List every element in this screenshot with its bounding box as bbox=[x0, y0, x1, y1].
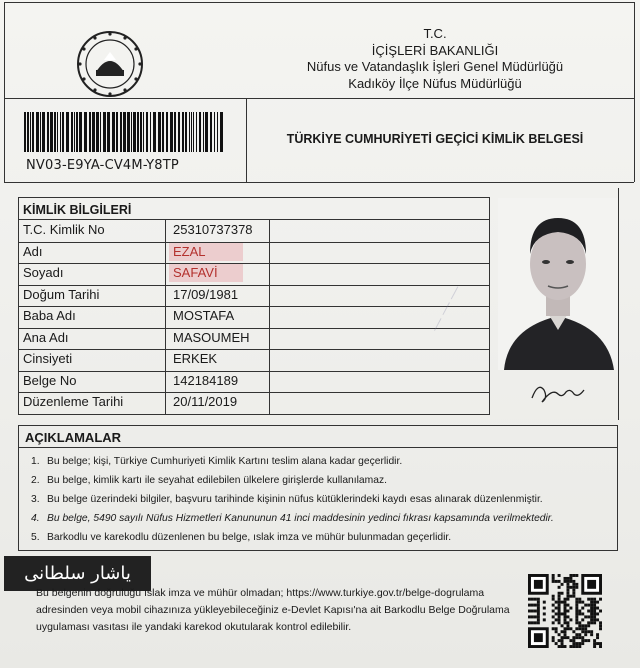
identity-label: Ana Adı bbox=[23, 329, 69, 345]
explanations-box bbox=[18, 425, 618, 551]
identity-value: SAFAVİ bbox=[173, 265, 218, 280]
row-divider bbox=[19, 328, 489, 329]
identity-row bbox=[19, 392, 491, 412]
ministry-seal-icon bbox=[76, 30, 144, 98]
photo-frame-right bbox=[618, 188, 619, 420]
identity-row bbox=[19, 371, 491, 391]
barcode bbox=[24, 112, 224, 152]
identity-value: 25310737378 bbox=[173, 222, 253, 237]
explanation-number: 4. bbox=[31, 513, 40, 524]
signature-icon bbox=[528, 376, 588, 406]
identity-row bbox=[19, 285, 491, 305]
identity-value: MASOUMEH bbox=[173, 329, 250, 345]
header-line-1: T.C. bbox=[423, 26, 447, 41]
explanation-number: 2. bbox=[31, 475, 40, 486]
identity-value: ERKEK bbox=[173, 351, 218, 366]
identity-label: Adı bbox=[23, 243, 43, 259]
overlay-caption: یاشار سلطانی bbox=[24, 563, 131, 584]
identity-row bbox=[19, 263, 491, 283]
verification-note bbox=[36, 585, 510, 636]
explanation-text: Bu belge; kişi, Türkiye Cumhuriyeti Kimlik Kartını teslim alana kadar geçerlidir. bbox=[47, 456, 403, 467]
verification-line-2: adresinden veya mobil cihazınıza yükleyebileceğiniz e-Devlet Kapısı'na ait Barkodlu Belge Doğrulama bbox=[36, 604, 510, 616]
explanation-text: Barkodlu ve karekodlu düzenlenen bu belge, ıslak imza ve mühür bulunmadan geçerlidir. bbox=[47, 532, 452, 543]
identity-value: 142184189 bbox=[173, 372, 239, 388]
portrait-photo bbox=[498, 198, 618, 370]
watermark: — — — bbox=[426, 282, 464, 334]
explanation-item bbox=[31, 494, 543, 505]
identity-value: 17/09/1981 bbox=[173, 286, 239, 302]
header-line-4: Kadıköy İlçe Nüfus Müdürlüğü bbox=[348, 75, 522, 91]
explanations-title: AÇIKLAMALAR bbox=[25, 430, 122, 445]
explanation-text: Bu belge, 5490 sayılı Nüfus Hizmetleri Kanununun 41 inci maddesinin yedinci fıkrası kapsamında verilmektedir. bbox=[47, 513, 554, 524]
left-border bbox=[4, 2, 5, 182]
explanation-number: 1. bbox=[31, 456, 40, 467]
document-title: TÜRKİYE CUMHURİYETİ GEÇİCİ KİMLİK BELGESİ bbox=[286, 132, 584, 146]
barcode-code: NV03-E9YA-CV4M-Y8TP bbox=[26, 158, 179, 173]
barcode-bottom bbox=[4, 182, 634, 183]
qr-code-icon bbox=[528, 574, 602, 648]
explanation-item bbox=[31, 532, 451, 543]
identity-label: Doğum Tarihi bbox=[23, 286, 100, 302]
header-line-2: İÇİŞLERİ BAKANLIĞI bbox=[371, 42, 499, 58]
row-divider bbox=[19, 392, 489, 393]
row-divider bbox=[19, 306, 489, 307]
identity-value: 20/11/2019 bbox=[173, 394, 238, 409]
identity-row bbox=[19, 349, 491, 369]
explanations-divider bbox=[19, 447, 617, 448]
identity-label: Baba Adı bbox=[23, 308, 76, 323]
identity-row bbox=[19, 306, 491, 326]
explanation-text: Bu belge üzerindeki bilgiler, başvuru tarihinde kişinin nüfus kütüklerindeki kaydı esas alınarak düzenlenmiştir. bbox=[47, 494, 543, 505]
identity-row bbox=[19, 220, 491, 240]
top-border bbox=[4, 2, 634, 3]
explanation-number: 3. bbox=[31, 494, 40, 505]
identity-label: Soyadı bbox=[23, 265, 64, 280]
header-line-3: Nüfus ve Vatandaşlık İşleri Genel Müdürlüğü bbox=[306, 59, 564, 74]
row-divider bbox=[19, 263, 489, 264]
identity-row bbox=[19, 328, 491, 348]
explanation-item bbox=[31, 475, 387, 486]
identity-label: Belge No bbox=[23, 372, 77, 388]
identity-row bbox=[19, 242, 491, 262]
right-border bbox=[634, 2, 635, 182]
barcode-divider bbox=[246, 98, 247, 182]
header-divider bbox=[4, 98, 634, 99]
row-divider bbox=[19, 371, 489, 372]
identity-table bbox=[18, 197, 490, 415]
explanation-number: 5. bbox=[31, 532, 40, 543]
verification-line-1: Bu belgenin doğruluğu ıslak imza ve mühür olmadan; https://www.turkiye.gov.tr/belge-dogrulama bbox=[36, 587, 485, 599]
identity-title: KİMLİK BİLGİLERİ bbox=[23, 203, 132, 217]
identity-label: Düzenleme Tarihi bbox=[23, 394, 124, 409]
identity-value: EZAL bbox=[173, 243, 206, 259]
row-divider bbox=[19, 285, 489, 286]
identity-label: Cinsiyeti bbox=[23, 351, 73, 366]
explanation-item bbox=[31, 513, 554, 524]
row-divider bbox=[19, 242, 489, 243]
explanation-text: Bu belge, kimlik kartı ile seyahat edilebilen ülkelere girişlerde kullanılamaz. bbox=[47, 475, 387, 486]
identity-label: T.C. Kimlik No bbox=[23, 222, 105, 237]
issuer-header bbox=[270, 26, 600, 92]
verification-line-3: uygulaması vasıtası ile yandaki karekod okutularak kontrol edilebilir. bbox=[36, 621, 352, 633]
explanation-item bbox=[31, 456, 402, 467]
row-divider bbox=[19, 349, 489, 350]
identity-value: MOSTAFA bbox=[173, 308, 235, 323]
